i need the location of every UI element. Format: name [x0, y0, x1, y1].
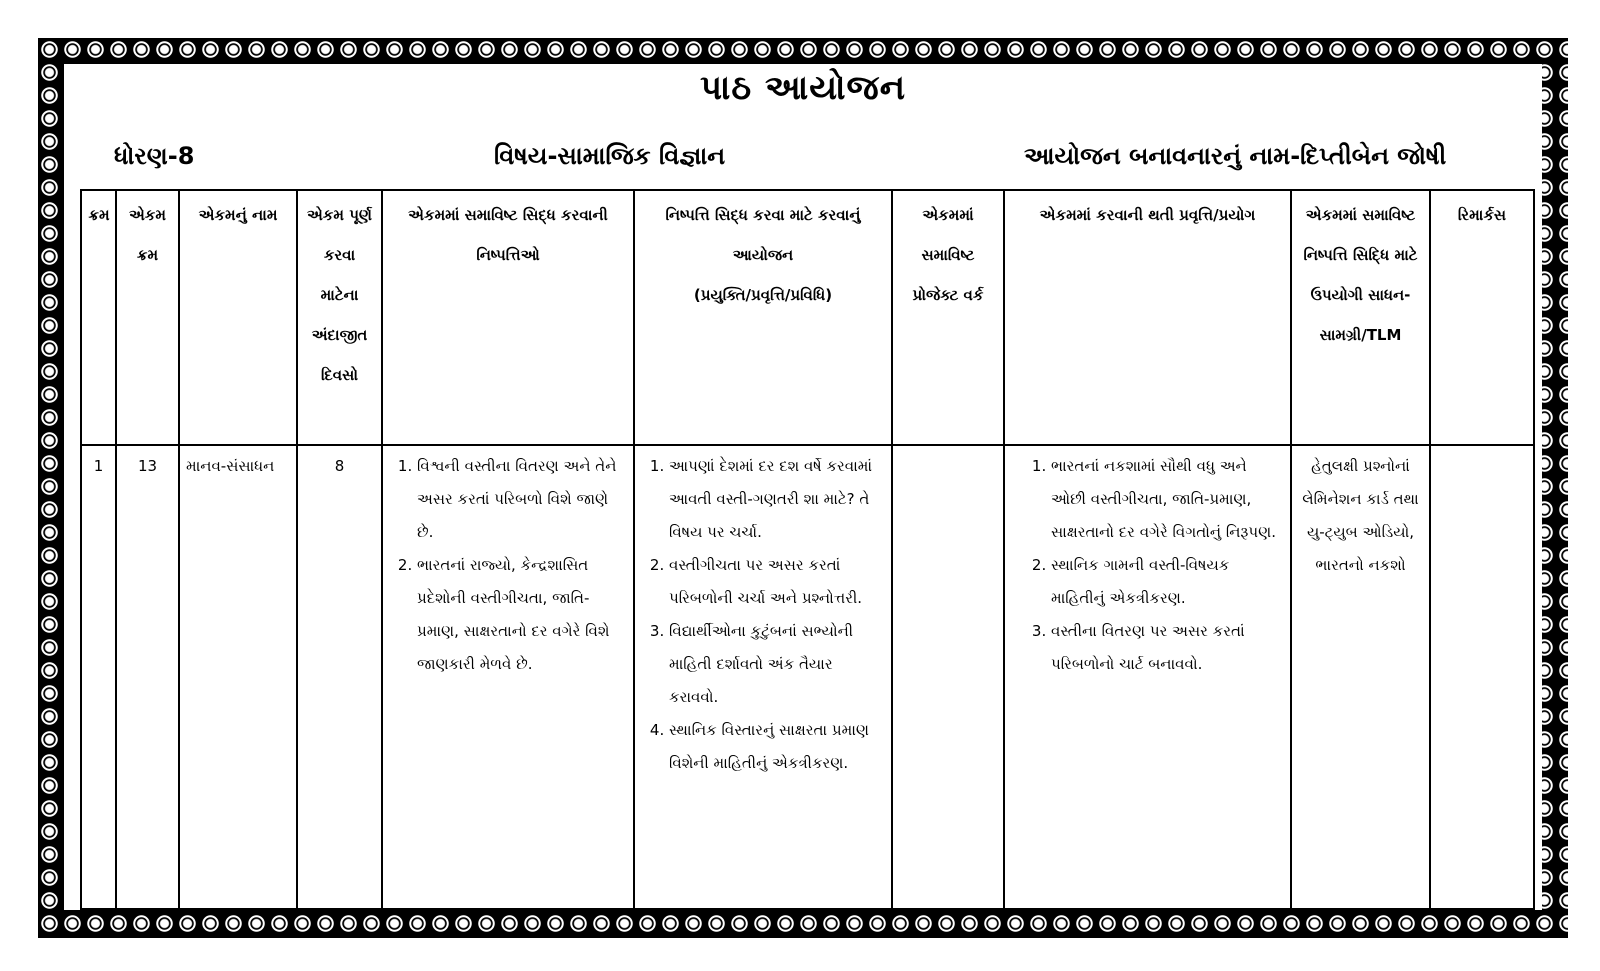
header-planning-main: નિષ્પત્તિ સિદ્ધ કરવા માટે કરવાનું આયોજન — [665, 206, 861, 264]
header-remarks: રિમાર્કસ — [1430, 190, 1534, 445]
cell-sno: 1 — [81, 445, 116, 909]
header-planning-sub: (પ્રયુક્તિ/પ્રવૃત્તિ/પ્રવિધિ) — [693, 286, 833, 304]
page-title: પાઠ આયોજન — [699, 68, 907, 108]
planning-list — [641, 450, 885, 780]
list-item: 2. વસ્તીગીચતા પર અસર કરતાં પરિબળોની ચર્ચા અને પ્રશ્નોત્તરી. — [669, 549, 885, 615]
cell-days: 8 — [297, 445, 382, 909]
lesson-plan-page — [64, 64, 1542, 910]
cell-planning — [634, 445, 892, 909]
header-activities: એકમમાં કરવાની થતી પ્રવૃત્તિ/પ્રયોગ — [1004, 190, 1291, 445]
header-days: એકમ પૂર્ણ કરવા માટેના અંદાજીત દિવસો — [297, 190, 382, 445]
lesson-plan-table — [80, 189, 1535, 910]
activities-list — [1011, 450, 1284, 681]
list-item: 1. આપણાં દેશમાં દર દશ વર્ષે કરવામાં આવતી વસ્તી-ગણતરી શા માટે? તે વિષય પર ચર્ચા. — [669, 450, 885, 549]
cell-unit-name: માનવ-સંસાધન — [179, 445, 297, 909]
list-item: 3. વસ્તીના વિતરણ પર અસર કરતાં પરિબળોનો ચાર્ટ બનાવવો. — [1051, 615, 1284, 681]
list-item: 4. સ્થાનિક વિસ્તારનું સાક્ષરતા પ્રમાણ વિશેની માહિતીનું એકત્રીકરણ. — [669, 714, 885, 780]
table-row — [81, 445, 1534, 909]
header-planning — [634, 190, 892, 445]
header-sno: ક્રમ — [81, 190, 116, 445]
subject-label: વિષય-સામાજિક વિજ્ઞાન — [494, 142, 726, 170]
list-item: 2. ભારતનાં રાજ્યો, કેન્દ્રશાસિત પ્રદેશોની વસ્તીગીચતા, જાતિ-પ્રમાણ, સાક્ષરતાનો દર વગેરે વિશે જાણકારી મેળવે છે. — [417, 549, 627, 681]
cell-project — [892, 445, 1004, 909]
cell-remarks — [1430, 445, 1534, 909]
author-label: આયોજન બનાવનારનું નામ-દિપ્તીબેન જોષી — [1024, 142, 1447, 170]
cell-unit-no: 13 — [116, 445, 179, 909]
header-row — [81, 190, 1534, 445]
cell-activities — [1004, 445, 1291, 909]
list-item: 3. વિદ્યાર્થીઓના કુટુંબનાં સભ્યોની માહિતી દર્શાવતો અંક તૈયાર કરાવવો. — [669, 615, 885, 714]
header-unit-no: એકમ ક્રમ — [116, 190, 179, 445]
cell-tlm: હેતુલક્ષી પ્રશ્નોનાં લેમિનેશન કાર્ડ તથા યુ-ટ્યુબ ઓડિયો, ભારતનો નકશો — [1291, 445, 1430, 909]
list-item: 2. સ્થાનિક ગામની વસ્તી-વિષયક માહિતીનું એકત્રીકરણ. — [1051, 549, 1284, 615]
header-project: એકમમાં સમાવિષ્ટ પ્રોજેક્ટ વર્ક — [892, 190, 1004, 445]
header-unit-name: એકમનું નામ — [179, 190, 297, 445]
list-item: 1. વિશ્વની વસ્તીના વિતરણ અને તેને અસર કરતાં પરિબળો વિશે જાણે છે. — [417, 450, 627, 549]
header-outcomes: એકમમાં સમાવિષ્ટ સિદ્ધ કરવાની નિષ્પત્તિઓ — [382, 190, 634, 445]
outcomes-list — [389, 450, 627, 681]
list-item: 1. ભારતનાં નકશામાં સૌથી વધુ અને ઓછી વસ્તીગીચતા, જાતિ-પ્રમાણ, સાક્ષરતાનો દર વગેરે વિગતોનું નિરૂપણ. — [1051, 450, 1284, 549]
standard-label: ધોરણ-8 — [114, 142, 195, 170]
cell-outcomes — [382, 445, 634, 909]
header-tlm: એકમમાં સમાવિષ્ટ નિષ્પત્તિ સિદ્ધિ માટે ઉપયોગી સાધન-સામગ્રી/TLM — [1291, 190, 1430, 445]
